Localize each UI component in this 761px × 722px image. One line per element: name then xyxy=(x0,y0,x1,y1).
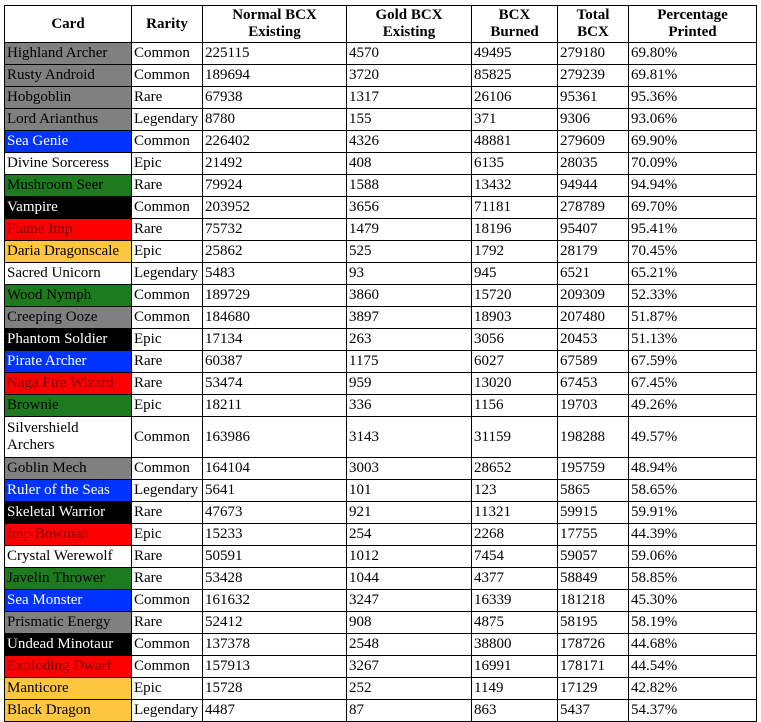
total-bcx-cell: 58849 xyxy=(558,568,629,590)
normal-bcx-cell: 203952 xyxy=(203,197,347,219)
column-header-card xyxy=(5,6,132,43)
table-row xyxy=(5,458,757,480)
rarity-cell: Common xyxy=(132,197,203,219)
total-bcx-cell: 6521 xyxy=(558,263,629,285)
percentage-printed-cell: 70.45% xyxy=(629,241,757,263)
table-row xyxy=(5,678,757,700)
normal-bcx-cell: 60387 xyxy=(203,351,347,373)
rarity-cell: Rare xyxy=(132,502,203,524)
column-header-line: Rarity xyxy=(146,15,188,32)
table-row xyxy=(5,43,757,65)
bcx-burned-cell: 49495 xyxy=(472,43,558,65)
total-bcx-cell: 58195 xyxy=(558,612,629,634)
bcx-burned-cell: 371 xyxy=(472,109,558,131)
table-row xyxy=(5,241,757,263)
bcx-burned-cell: 13432 xyxy=(472,175,558,197)
card-name-cell: Naga Fire Wizard xyxy=(5,373,132,395)
gold-bcx-cell: 263 xyxy=(347,329,472,351)
rarity-cell: Common xyxy=(132,590,203,612)
normal-bcx-cell: 52412 xyxy=(203,612,347,634)
bcx-burned-cell: 4875 xyxy=(472,612,558,634)
table-row xyxy=(5,285,757,307)
normal-bcx-cell: 53474 xyxy=(203,373,347,395)
bcx-burned-cell: 18903 xyxy=(472,307,558,329)
bcx-burned-cell: 7454 xyxy=(472,546,558,568)
column-header-rarity xyxy=(132,6,203,43)
gold-bcx-cell: 93 xyxy=(347,263,472,285)
normal-bcx-cell: 53428 xyxy=(203,568,347,590)
table-row xyxy=(5,87,757,109)
percentage-printed-cell: 54.37% xyxy=(629,700,757,722)
total-bcx-cell: 28179 xyxy=(558,241,629,263)
normal-bcx-cell: 50591 xyxy=(203,546,347,568)
bcx-burned-cell: 16991 xyxy=(472,656,558,678)
normal-bcx-cell: 157913 xyxy=(203,656,347,678)
bcx-burned-cell: 945 xyxy=(472,263,558,285)
column-header-line: Printed xyxy=(668,24,717,40)
rarity-cell: Legendary xyxy=(132,109,203,131)
gold-bcx-cell: 1175 xyxy=(347,351,472,373)
rarity-cell: Epic xyxy=(132,153,203,175)
column-header-gold-bcx-existing xyxy=(347,6,472,43)
normal-bcx-cell: 5641 xyxy=(203,480,347,502)
card-name-cell: Wood Nymph xyxy=(5,285,132,307)
rarity-cell: Legendary xyxy=(132,263,203,285)
total-bcx-cell: 279180 xyxy=(558,43,629,65)
card-name-cell: Exploding Dwarf xyxy=(5,656,132,678)
bcx-burned-cell: 26106 xyxy=(472,87,558,109)
percentage-printed-cell: 49.57% xyxy=(629,417,757,458)
table-row xyxy=(5,263,757,285)
percentage-printed-cell: 59.91% xyxy=(629,502,757,524)
gold-bcx-cell: 155 xyxy=(347,109,472,131)
rarity-cell: Common xyxy=(132,131,203,153)
gold-bcx-cell: 921 xyxy=(347,502,472,524)
table-row xyxy=(5,219,757,241)
column-header-line: Percentage xyxy=(657,7,728,23)
rarity-cell: Common xyxy=(132,417,203,458)
normal-bcx-cell: 15728 xyxy=(203,678,347,700)
bcx-burned-cell: 71181 xyxy=(472,197,558,219)
normal-bcx-cell: 75732 xyxy=(203,219,347,241)
normal-bcx-cell: 79924 xyxy=(203,175,347,197)
card-name-cell: Pirate Archer xyxy=(5,351,132,373)
header-row xyxy=(5,6,757,43)
column-header-normal-bcx-existing xyxy=(203,6,347,43)
table-row xyxy=(5,546,757,568)
bcx-burned-cell: 123 xyxy=(472,480,558,502)
column-header-total-bcx xyxy=(558,6,629,43)
percentage-printed-cell: 42.82% xyxy=(629,678,757,700)
total-bcx-cell: 278789 xyxy=(558,197,629,219)
percentage-printed-cell: 58.65% xyxy=(629,480,757,502)
table-row xyxy=(5,153,757,175)
bcx-burned-cell: 2268 xyxy=(472,524,558,546)
total-bcx-cell: 279239 xyxy=(558,65,629,87)
total-bcx-cell: 5437 xyxy=(558,700,629,722)
table-row xyxy=(5,175,757,197)
bcx-burned-cell: 863 xyxy=(472,700,558,722)
total-bcx-cell: 207480 xyxy=(558,307,629,329)
rarity-cell: Rare xyxy=(132,373,203,395)
normal-bcx-cell: 189729 xyxy=(203,285,347,307)
normal-bcx-cell: 226402 xyxy=(203,131,347,153)
gold-bcx-cell: 3720 xyxy=(347,65,472,87)
total-bcx-cell: 279609 xyxy=(558,131,629,153)
gold-bcx-cell: 2548 xyxy=(347,634,472,656)
percentage-printed-cell: 93.06% xyxy=(629,109,757,131)
rarity-cell: Common xyxy=(132,656,203,678)
total-bcx-cell: 94944 xyxy=(558,175,629,197)
card-name-cell: Sea Genie xyxy=(5,131,132,153)
rarity-cell: Common xyxy=(132,285,203,307)
gold-bcx-cell: 252 xyxy=(347,678,472,700)
percentage-printed-cell: 65.21% xyxy=(629,263,757,285)
normal-bcx-cell: 137378 xyxy=(203,634,347,656)
total-bcx-cell: 17755 xyxy=(558,524,629,546)
normal-bcx-cell: 17134 xyxy=(203,329,347,351)
card-name-cell: Crystal Werewolf xyxy=(5,546,132,568)
percentage-printed-cell: 44.68% xyxy=(629,634,757,656)
percentage-printed-cell: 45.30% xyxy=(629,590,757,612)
gold-bcx-cell: 87 xyxy=(347,700,472,722)
percentage-printed-cell: 67.59% xyxy=(629,351,757,373)
rarity-cell: Common xyxy=(132,307,203,329)
card-name-cell: Skeletal Warrior xyxy=(5,502,132,524)
bcx-burned-cell: 31159 xyxy=(472,417,558,458)
column-header-line: BCX xyxy=(498,7,531,23)
column-header-line: Gold BCX xyxy=(375,7,443,23)
table-row xyxy=(5,417,757,458)
bcx-burned-cell: 1792 xyxy=(472,241,558,263)
rarity-cell: Rare xyxy=(132,546,203,568)
table-row xyxy=(5,634,757,656)
total-bcx-cell: 178726 xyxy=(558,634,629,656)
card-name-cell: Creeping Ooze xyxy=(5,307,132,329)
normal-bcx-cell: 164104 xyxy=(203,458,347,480)
card-name-cell: Mushroom Seer xyxy=(5,175,132,197)
table-row xyxy=(5,109,757,131)
gold-bcx-cell: 1479 xyxy=(347,219,472,241)
gold-bcx-cell: 908 xyxy=(347,612,472,634)
bcx-burned-cell: 1156 xyxy=(472,395,558,417)
card-name-cell: Sacred Unicorn xyxy=(5,263,132,285)
gold-bcx-cell: 254 xyxy=(347,524,472,546)
card-name-cell: Ruler of the Seas xyxy=(5,480,132,502)
total-bcx-cell: 59057 xyxy=(558,546,629,568)
total-bcx-cell: 19703 xyxy=(558,395,629,417)
card-name-cell: Flame Imp xyxy=(5,219,132,241)
rarity-cell: Legendary xyxy=(132,480,203,502)
gold-bcx-cell: 1044 xyxy=(347,568,472,590)
percentage-printed-cell: 67.45% xyxy=(629,373,757,395)
normal-bcx-cell: 225115 xyxy=(203,43,347,65)
normal-bcx-cell: 163986 xyxy=(203,417,347,458)
normal-bcx-cell: 21492 xyxy=(203,153,347,175)
column-header-bcx-burned xyxy=(472,6,558,43)
total-bcx-cell: 198288 xyxy=(558,417,629,458)
gold-bcx-cell: 3267 xyxy=(347,656,472,678)
percentage-printed-cell: 51.13% xyxy=(629,329,757,351)
percentage-printed-cell: 49.26% xyxy=(629,395,757,417)
card-name-cell: Undead Minotaur xyxy=(5,634,132,656)
rarity-cell: Common xyxy=(132,634,203,656)
table-row xyxy=(5,590,757,612)
column-header-line: Existing xyxy=(248,24,301,40)
bcx-burned-cell: 85825 xyxy=(472,65,558,87)
card-name-cell: Imp Bowman xyxy=(5,524,132,546)
card-name-cell: Javelin Thrower xyxy=(5,568,132,590)
gold-bcx-cell: 408 xyxy=(347,153,472,175)
gold-bcx-cell: 3860 xyxy=(347,285,472,307)
card-name-cell: Rusty Android xyxy=(5,65,132,87)
percentage-printed-cell: 58.19% xyxy=(629,612,757,634)
bcx-burned-cell: 16339 xyxy=(472,590,558,612)
table-row xyxy=(5,329,757,351)
gold-bcx-cell: 3897 xyxy=(347,307,472,329)
rarity-cell: Epic xyxy=(132,329,203,351)
percentage-printed-cell: 51.87% xyxy=(629,307,757,329)
total-bcx-cell: 209309 xyxy=(558,285,629,307)
bcx-burned-cell: 38800 xyxy=(472,634,558,656)
column-header-line: Normal BCX xyxy=(232,7,317,23)
card-name-cell: Divine Sorceress xyxy=(5,153,132,175)
card-name-cell: Lord Arianthus xyxy=(5,109,132,131)
column-header-percentage-printed xyxy=(629,6,757,43)
total-bcx-cell: 17129 xyxy=(558,678,629,700)
table-body xyxy=(5,43,757,722)
percentage-printed-cell: 44.54% xyxy=(629,656,757,678)
table-row xyxy=(5,524,757,546)
total-bcx-cell: 195759 xyxy=(558,458,629,480)
card-name-cell: Black Dragon xyxy=(5,700,132,722)
gold-bcx-cell: 4570 xyxy=(347,43,472,65)
bcx-burned-cell: 11321 xyxy=(472,502,558,524)
total-bcx-cell: 181218 xyxy=(558,590,629,612)
table-row xyxy=(5,612,757,634)
total-bcx-cell: 67589 xyxy=(558,351,629,373)
card-name-cell: Sea Monster xyxy=(5,590,132,612)
table-row xyxy=(5,131,757,153)
table-row xyxy=(5,480,757,502)
rarity-cell: Epic xyxy=(132,678,203,700)
normal-bcx-cell: 8780 xyxy=(203,109,347,131)
percentage-printed-cell: 69.80% xyxy=(629,43,757,65)
normal-bcx-cell: 67938 xyxy=(203,87,347,109)
gold-bcx-cell: 336 xyxy=(347,395,472,417)
table-row xyxy=(5,568,757,590)
gold-bcx-cell: 101 xyxy=(347,480,472,502)
card-name-cell: Manticore xyxy=(5,678,132,700)
bcx-burned-cell: 28652 xyxy=(472,458,558,480)
card-name-cell: Hobgoblin xyxy=(5,87,132,109)
gold-bcx-cell: 3143 xyxy=(347,417,472,458)
total-bcx-cell: 9306 xyxy=(558,109,629,131)
card-name-cell: Prismatic Energy xyxy=(5,612,132,634)
rarity-cell: Rare xyxy=(132,219,203,241)
gold-bcx-cell: 959 xyxy=(347,373,472,395)
card-name-cell: Brownie xyxy=(5,395,132,417)
table-row xyxy=(5,700,757,722)
gold-bcx-cell: 3003 xyxy=(347,458,472,480)
rarity-cell: Common xyxy=(132,65,203,87)
rarity-cell: Epic xyxy=(132,241,203,263)
bcx-table xyxy=(4,5,757,722)
table-row xyxy=(5,351,757,373)
rarity-cell: Common xyxy=(132,43,203,65)
card-name-cell: Daria Dragonscale xyxy=(5,241,132,263)
percentage-printed-cell: 69.90% xyxy=(629,131,757,153)
normal-bcx-cell: 5483 xyxy=(203,263,347,285)
normal-bcx-cell: 161632 xyxy=(203,590,347,612)
normal-bcx-cell: 15233 xyxy=(203,524,347,546)
card-name-cell: Goblin Mech xyxy=(5,458,132,480)
rarity-cell: Common xyxy=(132,458,203,480)
table-row xyxy=(5,65,757,87)
percentage-printed-cell: 58.85% xyxy=(629,568,757,590)
percentage-printed-cell: 94.94% xyxy=(629,175,757,197)
total-bcx-cell: 67453 xyxy=(558,373,629,395)
rarity-cell: Rare xyxy=(132,87,203,109)
bcx-burned-cell: 15720 xyxy=(472,285,558,307)
gold-bcx-cell: 1317 xyxy=(347,87,472,109)
bcx-burned-cell: 48881 xyxy=(472,131,558,153)
table-row xyxy=(5,373,757,395)
gold-bcx-cell: 3656 xyxy=(347,197,472,219)
total-bcx-cell: 95407 xyxy=(558,219,629,241)
percentage-printed-cell: 44.39% xyxy=(629,524,757,546)
card-name-cell: Phantom Soldier xyxy=(5,329,132,351)
normal-bcx-cell: 189694 xyxy=(203,65,347,87)
table-row xyxy=(5,656,757,678)
normal-bcx-cell: 47673 xyxy=(203,502,347,524)
bcx-burned-cell: 3056 xyxy=(472,329,558,351)
normal-bcx-cell: 4487 xyxy=(203,700,347,722)
normal-bcx-cell: 25862 xyxy=(203,241,347,263)
table-row xyxy=(5,307,757,329)
total-bcx-cell: 28035 xyxy=(558,153,629,175)
percentage-printed-cell: 70.09% xyxy=(629,153,757,175)
column-header-line: Card xyxy=(51,15,85,32)
card-name-cell: Vampire xyxy=(5,197,132,219)
table-row xyxy=(5,197,757,219)
bcx-burned-cell: 6027 xyxy=(472,351,558,373)
total-bcx-cell: 5865 xyxy=(558,480,629,502)
gold-bcx-cell: 1012 xyxy=(347,546,472,568)
gold-bcx-cell: 525 xyxy=(347,241,472,263)
total-bcx-cell: 178171 xyxy=(558,656,629,678)
percentage-printed-cell: 95.36% xyxy=(629,87,757,109)
rarity-cell: Rare xyxy=(132,351,203,373)
table-row xyxy=(5,395,757,417)
normal-bcx-cell: 184680 xyxy=(203,307,347,329)
total-bcx-cell: 95361 xyxy=(558,87,629,109)
percentage-printed-cell: 59.06% xyxy=(629,546,757,568)
rarity-cell: Rare xyxy=(132,612,203,634)
percentage-printed-cell: 48.94% xyxy=(629,458,757,480)
percentage-printed-cell: 69.70% xyxy=(629,197,757,219)
bcx-burned-cell: 6135 xyxy=(472,153,558,175)
percentage-printed-cell: 52.33% xyxy=(629,285,757,307)
column-header-line: Total xyxy=(576,7,610,23)
gold-bcx-cell: 1588 xyxy=(347,175,472,197)
rarity-cell: Legendary xyxy=(132,700,203,722)
table-row xyxy=(5,502,757,524)
column-header-line: Burned xyxy=(490,24,539,40)
percentage-printed-cell: 95.41% xyxy=(629,219,757,241)
bcx-burned-cell: 13020 xyxy=(472,373,558,395)
rarity-cell: Rare xyxy=(132,568,203,590)
card-name-cell: Silvershield Archers xyxy=(5,417,132,458)
gold-bcx-cell: 3247 xyxy=(347,590,472,612)
rarity-cell: Epic xyxy=(132,524,203,546)
normal-bcx-cell: 18211 xyxy=(203,395,347,417)
bcx-burned-cell: 1149 xyxy=(472,678,558,700)
bcx-burned-cell: 4377 xyxy=(472,568,558,590)
percentage-printed-cell: 69.81% xyxy=(629,65,757,87)
total-bcx-cell: 59915 xyxy=(558,502,629,524)
gold-bcx-cell: 4326 xyxy=(347,131,472,153)
column-header-line: BCX xyxy=(577,24,609,40)
rarity-cell: Rare xyxy=(132,175,203,197)
column-header-line: Existing xyxy=(382,24,436,40)
total-bcx-cell: 20453 xyxy=(558,329,629,351)
bcx-burned-cell: 18196 xyxy=(472,219,558,241)
card-name-cell: Highland Archer xyxy=(5,43,132,65)
rarity-cell: Epic xyxy=(132,395,203,417)
